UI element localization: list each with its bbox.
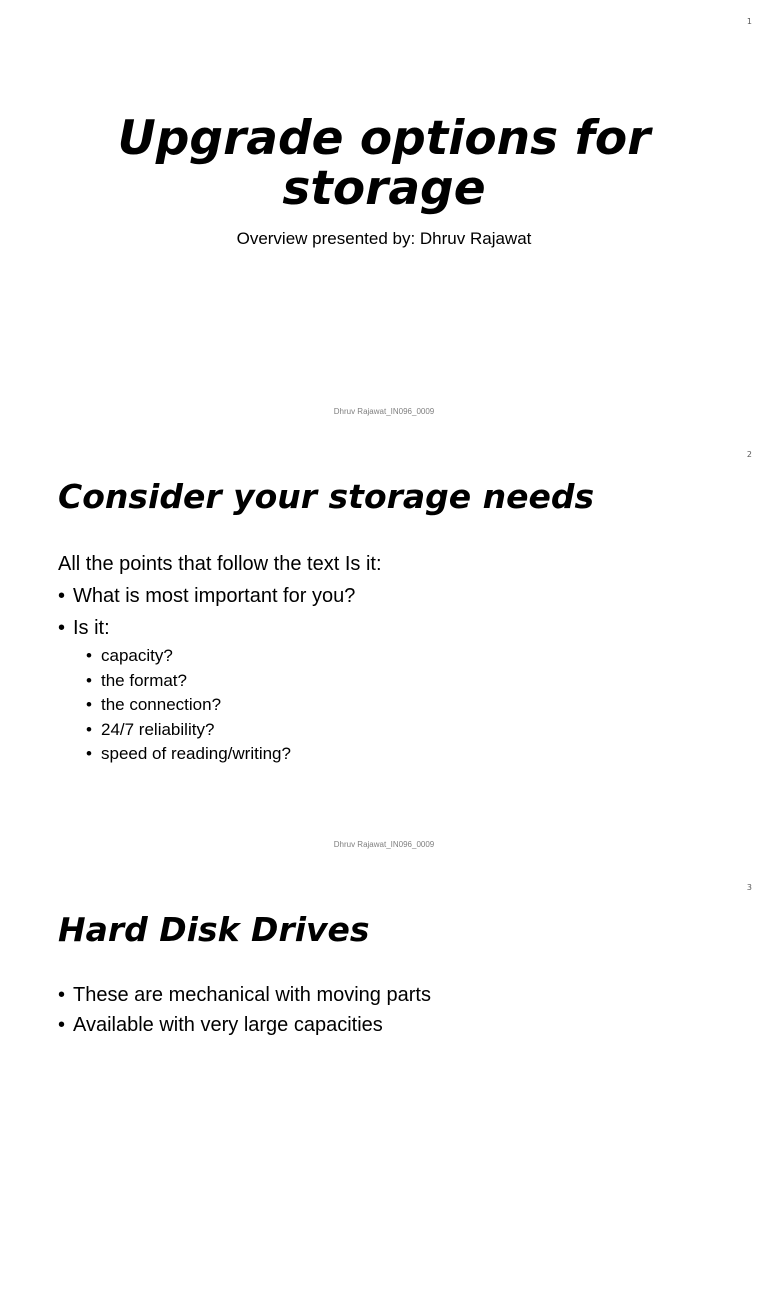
- slide-footer: Dhruv Rajawat_IN096_0009: [333, 840, 435, 849]
- slide-2: [0, 433, 768, 866]
- slide-number: 2: [746, 450, 752, 459]
- sub-bullet-item: • the format?: [86, 669, 382, 694]
- bullet-item: • These are mechanical with moving parts: [58, 980, 431, 1010]
- slide-number: 1: [746, 17, 752, 26]
- slide-title: Hard Disk Drives: [58, 910, 370, 949]
- slide-3: [0, 866, 768, 1299]
- bullet-item: • Is it:: [58, 612, 382, 644]
- sub-bullet-list: [86, 644, 382, 767]
- sub-bullet-item: • the connection?: [86, 693, 382, 718]
- intro-text: All the points that follow the text Is it:: [58, 553, 382, 575]
- sub-bullet-item: • speed of reading/writing?: [86, 742, 382, 767]
- bullet-item: • Available with very large capacities: [58, 1010, 431, 1040]
- slide-title: Consider your storage needs: [58, 477, 595, 516]
- sub-bullet-item: • 24/7 reliability?: [86, 718, 382, 743]
- slide-subtitle: Overview presented by: Dhruv Rajawat: [236, 229, 532, 248]
- slide-body: [58, 548, 382, 767]
- bullet-item: • What is most important for you?: [58, 580, 382, 612]
- slide-body: [58, 980, 431, 1040]
- slide-footer: Dhruv Rajawat_IN096_0009: [333, 407, 435, 416]
- slide-title: Upgrade options for storage: [117, 111, 651, 216]
- sub-bullet-item: • capacity?: [86, 644, 382, 669]
- slide-number: 3: [746, 883, 752, 892]
- slide-1: [0, 0, 768, 433]
